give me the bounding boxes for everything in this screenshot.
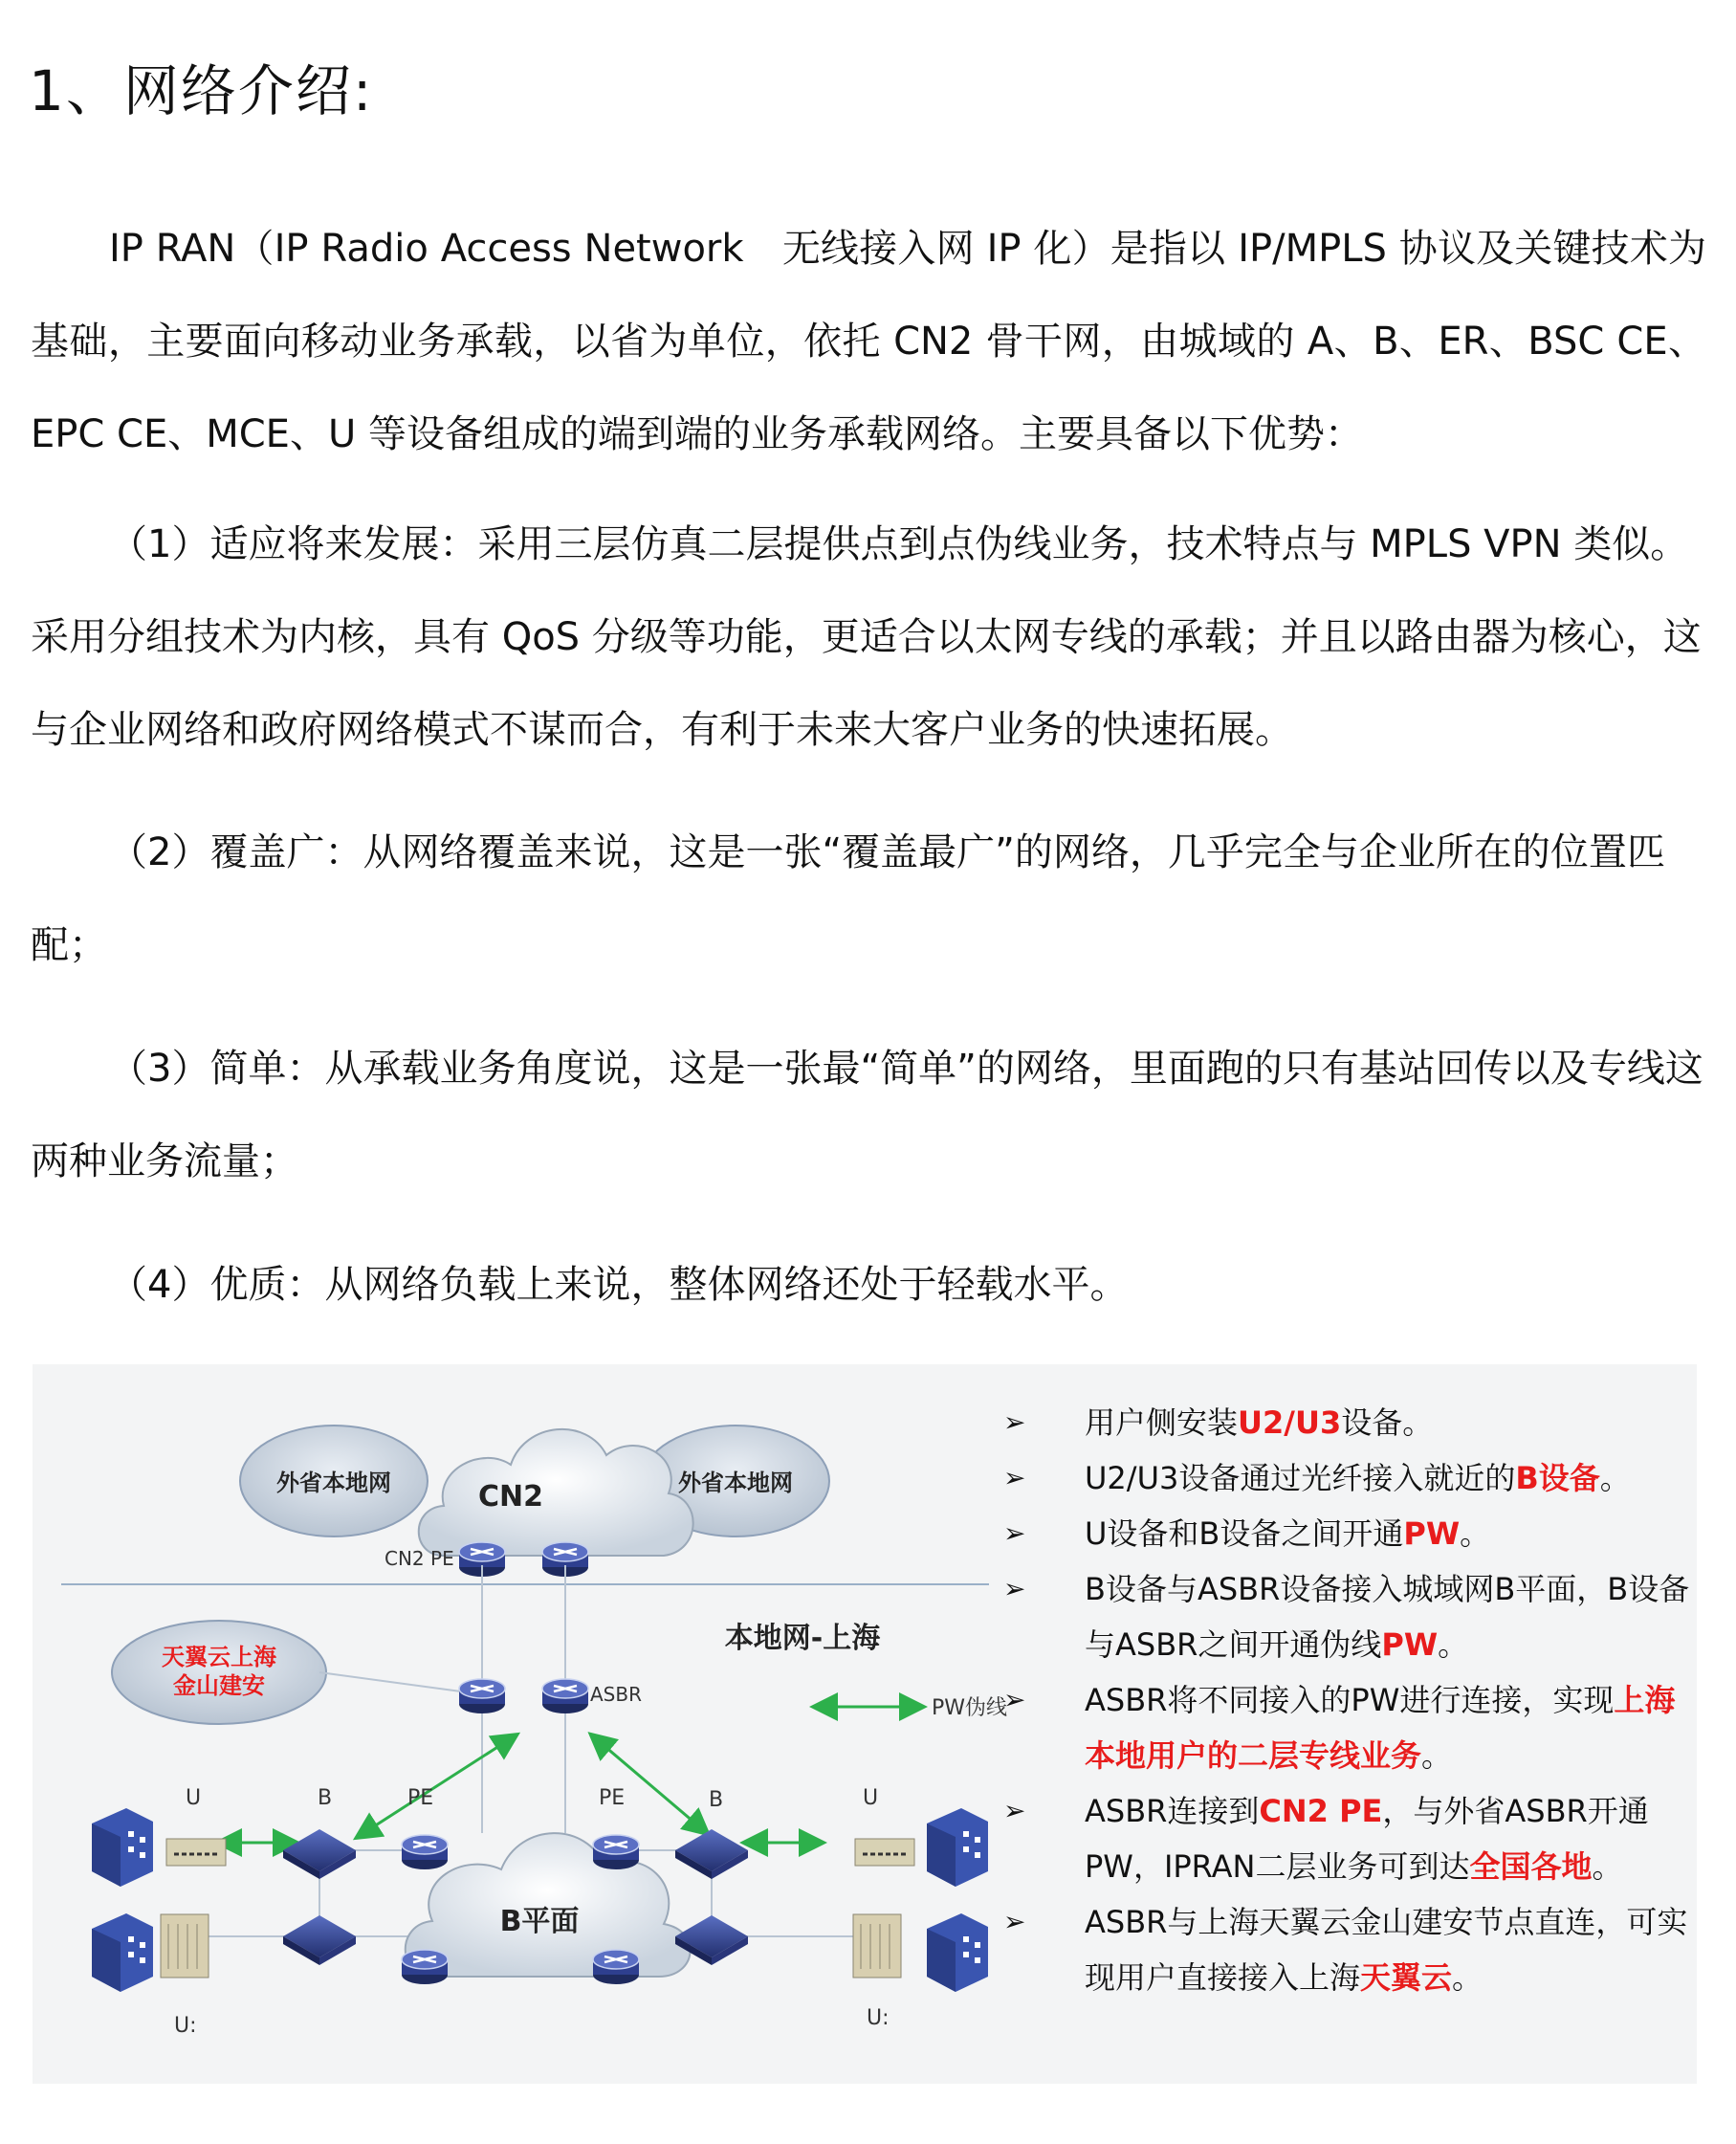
bullet-text: ，与外省ASBR开通PW，IPRAN二层业务可到达: [1085, 1793, 1649, 1885]
bullet-text: 。: [1592, 1848, 1623, 1885]
building-icon-top-right: [927, 1808, 988, 1887]
local-network-label: 本地网-上海: [724, 1622, 881, 1655]
asbr-router-left: [459, 1679, 505, 1713]
advantage-4: （4）优质：从网络负载上来说，整体网络还处于轻载水平。: [109, 1263, 1129, 1307]
building-icon-bottom-right: [927, 1913, 988, 1992]
diagram-bullet-item: [1003, 1894, 1692, 2005]
bullet-text: 用户侧安装: [1085, 1404, 1239, 1441]
building-icon-top-left: [92, 1808, 153, 1887]
bullet-arrow-icon: ➢: [1003, 1517, 1026, 1549]
b-switch-top-left: [283, 1829, 356, 1879]
u-device-bottom-left: [161, 1914, 209, 1978]
bullet-highlight-text: U2/U3: [1238, 1404, 1342, 1441]
b-plane-label: B平面: [499, 1905, 580, 1938]
bullet-text: 。: [1438, 1626, 1469, 1663]
cn2-pe-label: CN2 PE: [385, 1547, 454, 1570]
u-device-bottom-right: [853, 1914, 901, 1978]
cn2-cloud: [419, 1429, 693, 1556]
bullet-arrow-icon: ➢: [1003, 1795, 1026, 1826]
diagram-bullet-list: [1003, 1395, 1692, 2005]
bullet-highlight-text: PW: [1403, 1515, 1461, 1552]
u-bottom-right-label: U:: [867, 2006, 890, 2030]
bullet-text: B设备与ASBR设备接入城域网B平面，B设备与ASBR之间开通伪线: [1085, 1571, 1690, 1663]
bullet-arrow-icon: ➢: [1003, 1573, 1026, 1604]
bullet-highlight-text: 天翼云: [1360, 1959, 1453, 1996]
u-left-label: U: [186, 1786, 202, 1810]
pe-router-top-left: [402, 1835, 448, 1869]
b-right-label: B: [709, 1788, 724, 1812]
bullet-text: ASBR与上海天翼云金山建安节点直连，可实现用户直接接入上海: [1085, 1904, 1688, 1996]
pe-router-bottom-left: [402, 1950, 448, 1984]
diagram-bullet-item: [1003, 1672, 1692, 1783]
bullet-arrow-icon: ➢: [1003, 1684, 1026, 1715]
network-diagram-figure: [33, 1364, 1697, 2084]
pw-arrow-b-left-asbr: [358, 1735, 516, 1837]
pw-arrow-asbr-b-right: [592, 1735, 707, 1833]
bullet-highlight-text: PW: [1381, 1626, 1439, 1663]
bullet-arrow-icon: ➢: [1003, 1406, 1026, 1438]
u-device-top-right: [855, 1839, 914, 1866]
b-switch-bottom-left: [283, 1915, 356, 1965]
bullet-text: ASBR连接到: [1085, 1793, 1260, 1829]
bullet-text: 。: [1421, 1737, 1453, 1774]
bullet-highlight-text: 全国各地: [1469, 1848, 1593, 1885]
pe-left-label: PE: [407, 1786, 434, 1810]
bullet-text: 。: [1460, 1515, 1491, 1552]
bullet-text: U2/U3设备通过光纤接入就近的: [1085, 1460, 1516, 1496]
cn2-label: CN2: [478, 1480, 543, 1514]
bullet-text: 。: [1452, 1959, 1483, 1996]
bullet-text: 。: [1599, 1460, 1631, 1496]
b-left-label: B: [318, 1786, 333, 1810]
diagram-bullet-item: [1003, 1783, 1692, 1894]
bullet-highlight-text: 上海本地用户的二层专线业务: [1085, 1682, 1676, 1774]
building-icon-bottom-left: [92, 1913, 153, 1992]
diagram-bullet-item: [1003, 1450, 1692, 1506]
pe-router-bottom-right: [593, 1950, 639, 1984]
diagram-bullet-item: [1003, 1395, 1692, 1450]
bullet-text: U设备和B设备之间开通: [1085, 1515, 1404, 1552]
outer-province-left-label: 外省本地网: [276, 1470, 391, 1496]
bullet-highlight-text: CN2 PE: [1259, 1793, 1383, 1829]
u-bottom-left-label: U:: [174, 2014, 197, 2038]
link-cloud-asbr: [319, 1672, 482, 1694]
diagram-bullet-item: [1003, 1506, 1692, 1561]
pw-legend-label: PW伪线: [932, 1696, 1008, 1720]
outer-province-right-label: 外省本地网: [678, 1470, 793, 1496]
pe-right-label: PE: [599, 1786, 626, 1810]
section-heading: 1、网络介绍:: [29, 58, 374, 123]
advantage-1: （1）适应将来发展：采用三层仿真二层提供点到点伪线业务，技术特点与 MPLS VPN 类似。采用分组技术为内核，具有 QoS 分级等功能，更适合以太网专线的承载；并且以路由器为核心，这与企业网络和政府网络模式不谋而合，有利于未来大客户业务的快速拓展。: [31, 522, 1702, 752]
bullet-highlight-text: B设备: [1515, 1460, 1600, 1496]
bullet-text: 设备。: [1341, 1404, 1434, 1441]
tianyi-cloud-label-line1: 天翼云上海: [162, 1644, 276, 1670]
advantage-2: （2）覆盖广：从网络覆盖来说，这是一张“覆盖最广”的网络，几乎完全与企业所在的位置匹配；: [31, 830, 1665, 967]
bullet-arrow-icon: ➢: [1003, 1906, 1026, 1937]
pe-router-top-right: [593, 1835, 639, 1869]
u-device-top-left: [166, 1839, 226, 1866]
advantage-3: （3）简单：从承载业务角度说，这是一张最“简单”的网络，里面跑的只有基站回传以及专线这两种业务流量；: [31, 1047, 1703, 1183]
diagram-bullet-item: [1003, 1561, 1692, 1672]
intro-paragraph: IP RAN（IP Radio Access Network 无线接入网 IP 化）是指以 IP/MPLS 协议及关键技术为基础，主要面向移动业务承载，以省为单位，依托 CN2 骨干网，由城域的 A、B、ER、BSC CE、EPC CE、MCE、U 等设备组成的端到端的业务承载网络。主要具备以下优势：: [31, 227, 1706, 456]
b-switch-top-right: [675, 1829, 748, 1879]
tianyi-cloud-label-line2: 金山建安: [173, 1672, 265, 1699]
bullet-arrow-icon: ➢: [1003, 1462, 1026, 1493]
asbr-router-right: [542, 1679, 588, 1713]
bullet-text: ASBR将不同接入的PW进行连接，实现: [1085, 1682, 1615, 1718]
u-right-label: U: [863, 1786, 879, 1810]
asbr-label: ASBR: [590, 1683, 642, 1706]
